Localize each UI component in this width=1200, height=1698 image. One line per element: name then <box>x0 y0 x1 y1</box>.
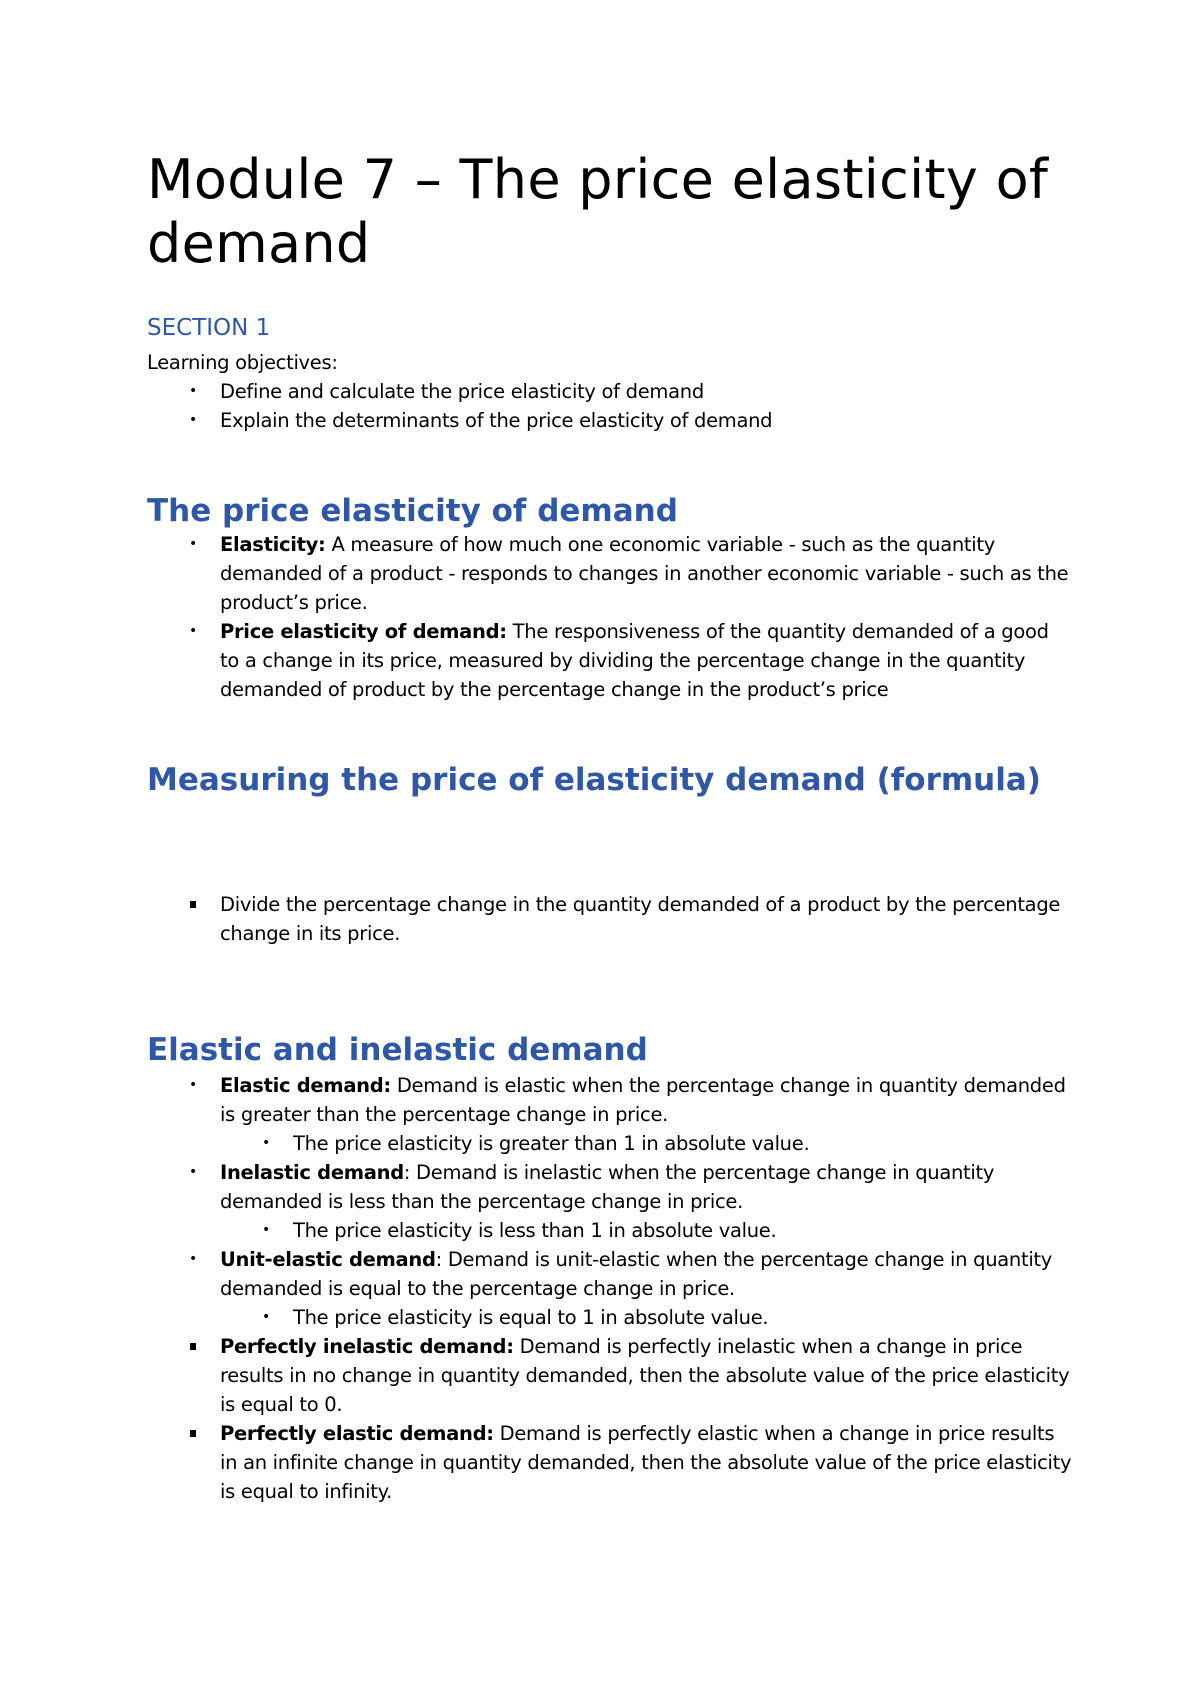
bullet-dot-icon: • <box>189 1077 197 1093</box>
term: Inelastic demand <box>220 1161 404 1184</box>
term: Elasticity: <box>220 533 326 556</box>
bullet-dot-icon: • <box>189 623 197 639</box>
definition: Demand is perfectly inelastic when a change in price results in no change in quantity demanded, then the absolute value of the price elasticity is equal to 0. <box>220 1335 1070 1416</box>
term: Unit-elastic demand <box>220 1248 436 1271</box>
term: Perfectly inelastic demand: <box>220 1335 514 1358</box>
elastic-types-list <box>0 1071 1100 1506</box>
list-item <box>0 617 1072 704</box>
sub-list-item: • The price elasticity is greater than 1 in absolute value. <box>0 1129 1073 1158</box>
definition: : Demand is unit-elastic when the percentage change in quantity demanded is equal to the percentage change in price. <box>220 1248 1053 1300</box>
definition: Demand is elastic when the percentage change in quantity demanded is greater than the percentage change in price. <box>220 1074 1066 1126</box>
list-item: • Explain the determinants of the price elasticity of demand <box>0 406 1072 435</box>
term: Price elasticity of demand: <box>220 620 507 643</box>
list-item <box>0 1071 1072 1129</box>
bullet-dot-icon: • <box>189 536 197 552</box>
list-item <box>0 1245 1072 1303</box>
term: Perfectly elastic demand: <box>220 1422 494 1445</box>
bullet-dot-icon: • <box>189 1164 197 1180</box>
bullet-dot-icon: • <box>262 1222 270 1238</box>
term: Elastic demand: <box>220 1074 391 1097</box>
list-item: Divide the percentage change in the quantity demanded of a product by the percentage change in its price. <box>0 890 1072 948</box>
definition: Demand is perfectly elastic when a change in price results in an infinite change in quantity demanded, then the absolute value of the price elasticity is equal to infinity. <box>220 1422 1072 1503</box>
definition: The responsiveness of the quantity demanded of a good to a change in its price, measured by dividing the percentage change in the quantity demanded of product by the percentage change in the product’s price <box>220 620 1049 701</box>
bullet-dot-icon: • <box>189 1251 197 1267</box>
heading-price-elasticity: The price elasticity of demand <box>147 493 678 529</box>
bullet-dot-icon: • <box>189 412 197 428</box>
definition: : Demand is inelastic when the percentage change in quantity demanded is less than the percentage change in price. <box>220 1161 995 1213</box>
list-item <box>0 530 1072 617</box>
definition: A measure of how much one economic variable - such as the quantity demanded of a product - responds to changes in another economic variable - such as the product’s price. <box>220 533 1069 614</box>
learning-objectives-list <box>0 377 1100 435</box>
heading-elastic-inelastic: Elastic and inelastic demand <box>147 1032 648 1068</box>
list-item <box>0 1419 1072 1506</box>
sub-list-item: • The price elasticity is equal to 1 in absolute value. <box>0 1303 1073 1332</box>
bullet-square-icon <box>190 1430 196 1437</box>
sub-list-item: • The price elasticity is less than 1 in absolute value. <box>0 1216 1073 1245</box>
list-item <box>0 1158 1072 1216</box>
bullet-dot-icon: • <box>262 1135 270 1151</box>
list-item <box>0 1332 1072 1419</box>
heading-measuring: Measuring the price of elasticity demand (formula) <box>147 762 1041 798</box>
bullet-dot-icon: • <box>189 383 197 399</box>
measuring-list <box>0 890 1100 948</box>
bullet-square-icon <box>190 1343 196 1350</box>
section-label: SECTION 1 <box>147 315 271 341</box>
list-item: • Define and calculate the price elasticity of demand <box>0 377 1072 406</box>
learning-objectives-label: Learning objectives: <box>147 351 338 374</box>
page-title: Module 7 – The price elasticity of demand <box>147 148 1049 275</box>
ped-definitions-list <box>0 530 1100 704</box>
bullet-square-icon <box>190 901 196 908</box>
bullet-dot-icon: • <box>262 1309 270 1325</box>
